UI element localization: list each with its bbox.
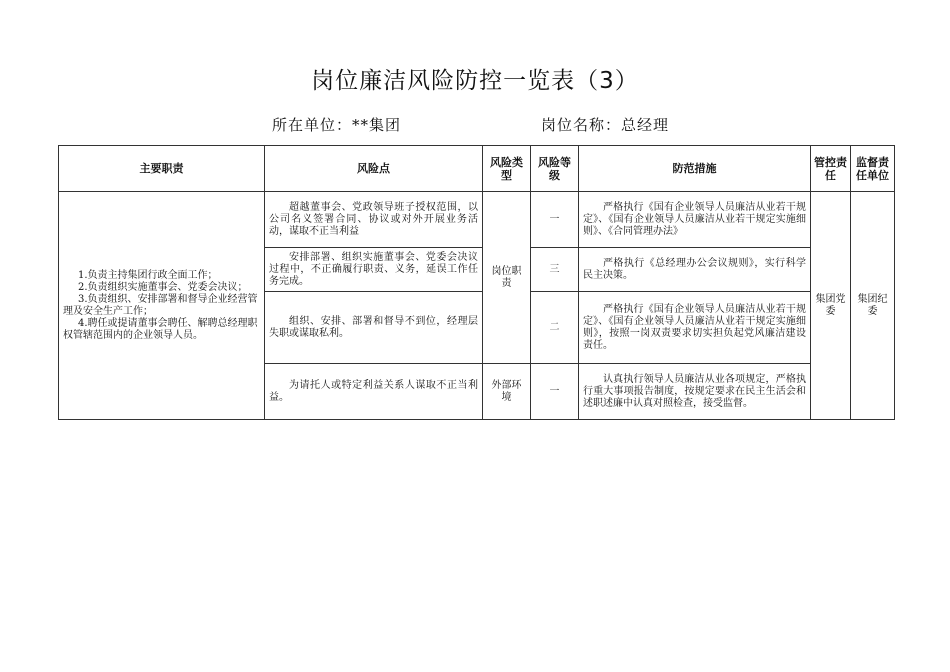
risk-level-cell: 一 (531, 364, 579, 420)
risk-type-cell: 岗位职责 (483, 192, 531, 364)
risk-control-table (58, 145, 895, 420)
prevention-measure-cell: 认真执行领导人员廉洁从业各项规定，严格执行重大事项报告制度，按规定要求在民主生活会和述职述廉中认真对照检查，接受监督。 (579, 364, 811, 420)
prevention-measure-cell: 严格执行《国有企业领导人员廉洁从业若干规定》、《国有企业领导人员廉洁从业若干规定实施细则》，按照一岗双责要求切实担负起党风廉洁建设责任。 (579, 292, 811, 364)
risk-point-cell: 超越董事会、党政领导班子授权范围，以公司名义签署合同、协议或对外开展业务活动，谋取不正当利益 (265, 192, 483, 248)
duty-item: 4.聘任或提请董事会聘任、解聘总经理职权管辖范围内的企业领导人员。 (63, 317, 258, 341)
prevention-measure-cell: 严格执行《总经理办公会议规则》，实行科学民主决策。 (579, 248, 811, 292)
main-duties-cell (59, 192, 265, 420)
header-risk-level: 风险等级 (531, 146, 579, 192)
risk-point-cell: 为请托人或特定利益关系人谋取不正当利益。 (265, 364, 483, 420)
risk-point-cell: 组织、安排、部署和督导不到位，经理层失职或谋取私利。 (265, 292, 483, 364)
page-title: 岗位廉洁风险防控一览表（3） (311, 68, 639, 94)
duty-item: 2.负责组织实施董事会、党委会决议； (78, 281, 248, 293)
table-row (59, 192, 895, 248)
header-main-duties: 主要职责 (59, 146, 265, 192)
duty-item: 3.负责组织、安排部署和督导企业经营管理及安全生产工作； (63, 293, 258, 317)
header-supervision-unit: 监督责任单位 (851, 146, 895, 192)
header-risk-type: 风险类型 (483, 146, 531, 192)
supervision-unit-cell: 集团纪委 (851, 192, 895, 420)
unit-label: 所在单位：**集团 (272, 116, 402, 134)
prevention-measure-cell: 严格执行《国有企业领导人员廉洁从业若干规定》、《国有企业领导人员廉洁从业若干规定实施细则》、《合同管理办法》 (579, 192, 811, 248)
risk-point-cell: 安排部署、组织实施董事会、党委会决议过程中，不正确履行职责、义务，延误工作任务完成。 (265, 248, 483, 292)
table-header-row (59, 146, 895, 192)
risk-level-cell: 二 (531, 292, 579, 364)
control-responsibility-cell: 集团党委 (811, 192, 851, 420)
header-control-responsibility: 管控责任 (811, 146, 851, 192)
header-prevention-measures: 防范措施 (579, 146, 811, 192)
risk-type-cell: 外部环境 (483, 364, 531, 420)
risk-level-cell: 一 (531, 192, 579, 248)
header-risk-point: 风险点 (265, 146, 483, 192)
post-name-label: 岗位名称：总经理 (541, 116, 670, 134)
risk-level-cell: 三 (531, 248, 579, 292)
duty-item: 1.负责主持集团行政全面工作； (78, 269, 218, 281)
